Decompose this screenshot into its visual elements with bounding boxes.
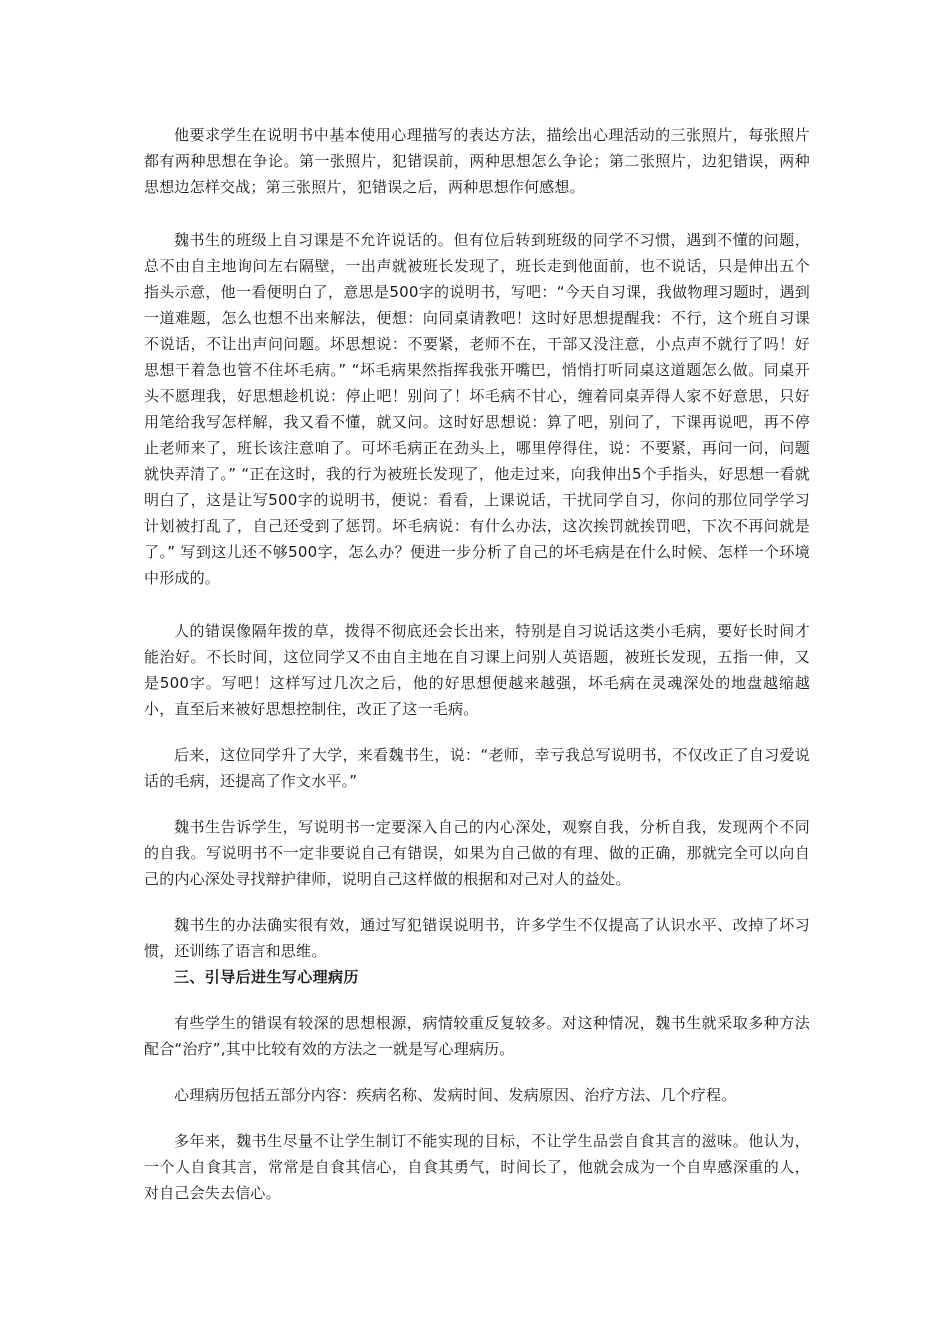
document-body bbox=[144, 122, 810, 1206]
section-heading: 三、引导后进生写心理病历 bbox=[174, 968, 359, 986]
paragraph-effective: 魏书生的办法确实很有效，通过写犯错误说明书，许多学生不仅提高了认识水平、改掉了坏习惯，还训练了语言和思维。 bbox=[144, 916, 810, 960]
paragraph-photos: 他要求学生在说明书中基本使用心理描写的表达方法，描绘出心理活动的三张照片，每张照片都有两种思想在争论。第一张照片，犯错误前，两种思想怎么争论；第二张照片，边犯错误，两种思想边怎样交战；第三张照片，犯错误之后，两种思想作何感想。 bbox=[144, 126, 810, 196]
paragraph-self-study-story: 魏书生的班级上自习课是不允许说话的。但有位后转到班级的同学不习惯，遇到不懂的问题，总不由自主地询问左右隔壁，一出声就被班长发现了，班长走到他面前，也不说话，只是伸出五个指头示意，他一看便明白了，意思是500字的说明书，写吧：“今天自习课，我做物理习题时，遇到一道难题，怎么也想不出来解法，便想：向同桌请教吧！这时好思想提醒我：不行，这个班自习课不说话，不让出声问问题。坏思想说：不要紧，老师不在，干部又没注意，小点声不就行了吗！好思想干着急也管不住坏毛病。” “坏毛病果然指挥我张开嘴巴，悄悄打听同桌这道题怎么做。同桌开头不愿理我，好思想趁机说：停止吧！别问了！坏毛病不甘心，缠着同桌弄得人家不好意思，只好用笔给我写怎样解，我又看不懂，就又问。这时好思想说：算了吧，别问了，下课再说吧，再不停止老师来了，班长该注意咱了。可坏毛病正在劲头上，哪里停得住，说：不要紧，再问一问，问题就快弄清了。” “正在这时，我的行为被班长发现了，他走过来，向我伸出5个手指头，好思想一看就明白了，这是让写500字的说明书，便说：看看，上课说话，干扰同学自习，你问的那位同学学习计划被打乱了，自己还受到了惩罚。坏毛病说：有什么办法，这次挨罚就挨罚吧，下次不再问就是了。” 写到这儿还不够500字，怎么办？便进一步分析了自己的坏毛病是在什么时候、怎样一个环境中形成的。 bbox=[144, 231, 810, 587]
paragraph-weeds: 人的错误像隔年拨的草，拨得不彻底还会长出来，特别是自习说话这类小毛病，要好长时间才能治好。不长时间，这位同学又不由自主地在自习课上问别人英语题，被班长发现，五指一伸，又是500字。写吧！这样写过几次之后，他的好思想便越来越强，坏毛病在灵魂深处的地盘越缩越小，直至后来被好思想控制住，改正了这一毛病。 bbox=[144, 622, 810, 718]
paragraph-record-contents: 心理病历包括五部分内容：疾病名称、发病时间、发病原因、治疗方法、几个疗程。 bbox=[174, 1086, 737, 1104]
paragraph-university: 后来，这位同学升了大学，来看魏书生，说：“老师，幸亏我总写说明书，不仅改正了自习爱说话的毛病，还提高了作文水平。” bbox=[144, 746, 810, 790]
paragraph-inner-self: 魏书生告诉学生，写说明书一定要深入自己的内心深处，观察自我，分析自我，发现两个不同的自我。写说明书不一定非要说自己有错误，如果为自己做的有理、做的正确，那就完全可以向自己的内心深处寻找辩护律师，说明自己这样做的根据和对己对人的益处。 bbox=[144, 818, 810, 888]
paragraph-psych-record: 有些学生的错误有较深的思想根源，病情较重反复较多。对这种情况，魏书生就采取多种方法配合“治疗”,其中比较有效的方法之一就是写心理病历。 bbox=[144, 1014, 810, 1058]
paragraph-goals: 多年来，魏书生尽量不让学生制订不能实现的目标，不让学生品尝自食其言的滋味。他认为，一个人自食其言，常常是自食其信心，自食其勇气，时间长了，他就会成为一个自卑感深重的人，对自己会失去信心。 bbox=[144, 1132, 810, 1202]
